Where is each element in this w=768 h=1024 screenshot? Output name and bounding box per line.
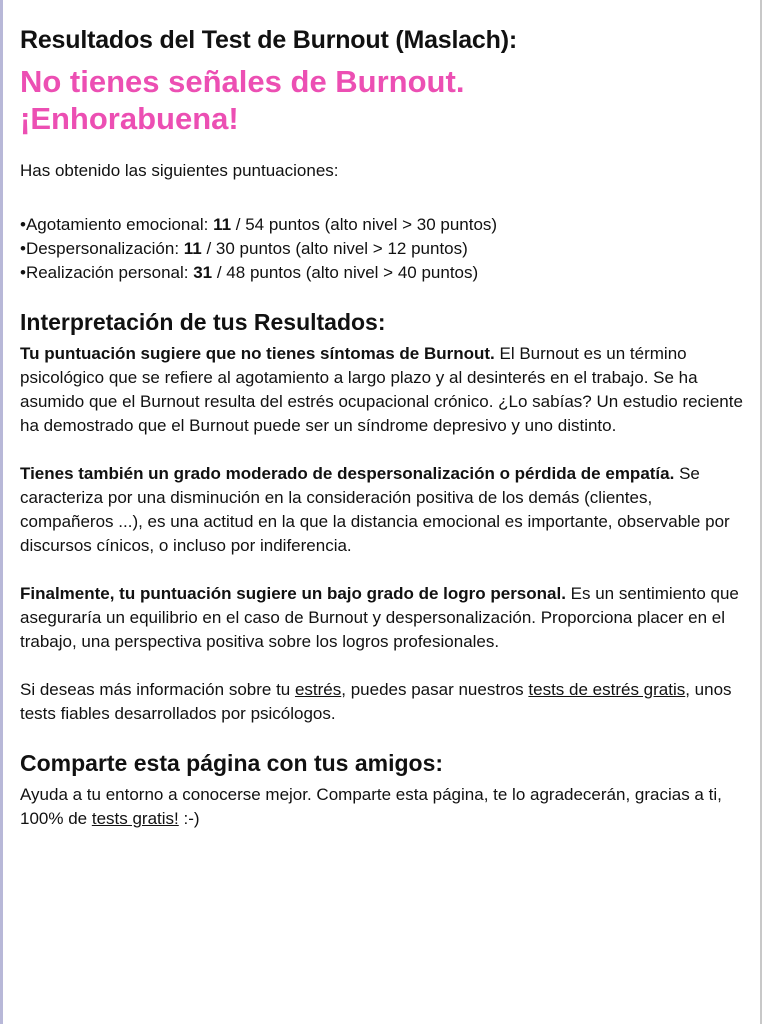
paragraph-body: Es un sentimiento que aseguraría un equilibrio en el caso de Burnout y despersonalización. Proporciona placer en el trabajo, una perspectiva positiva sobre los logros profesionales. (20, 584, 739, 651)
more-info-text: , unos tests fiables desarrollados por psicólogos. (20, 680, 732, 723)
results-content (20, 26, 750, 831)
interpretation-heading: Interpretación de tus Resultados: (20, 309, 386, 335)
interpretation-paragraph-logro (20, 582, 750, 654)
score-range: / 48 puntos (alto nivel > 40 puntos) (212, 263, 479, 282)
share-heading: Comparte esta página con tus amigos: (20, 750, 444, 776)
score-label: Agotamiento emocional: (25, 215, 214, 234)
scores-list (20, 213, 750, 285)
interpretation-paragraph-burnout (20, 342, 750, 438)
right-border (760, 0, 762, 1024)
more-info-text: Si deseas más información sobre tu (20, 680, 295, 699)
score-label: Despersonalización: (25, 239, 184, 258)
share-paragraph (20, 783, 750, 831)
free-tests-link[interactable]: tests gratis! (91, 809, 179, 828)
score-value: 31 (193, 263, 213, 282)
score-value: 11 (213, 215, 232, 234)
score-item-agotamiento (20, 213, 750, 237)
score-item-despersonalizacion (20, 237, 750, 261)
stress-tests-link[interactable]: tests de estrés gratis (528, 680, 686, 699)
score-item-realizacion (20, 261, 750, 285)
score-range: / 30 puntos (alto nivel > 12 puntos) (201, 239, 468, 258)
score-range: / 54 puntos (alto nivel > 30 puntos) (231, 215, 498, 234)
paragraph-lead: Tu puntuación sugiere que no tienes síntomas de Burnout. (20, 344, 495, 363)
more-info-text: , puedes pasar nuestros (341, 680, 529, 699)
interpretation-paragraph-despersonalizacion (20, 462, 750, 558)
score-label: Realización personal: (25, 263, 194, 282)
page-title: Resultados del Test de Burnout (Maslach): (20, 26, 517, 54)
result-headline (20, 63, 750, 137)
share-text: Ayuda a tu entorno a conocerse mejor. Comparte esta página, te lo agradecerán, gracias a ti, 100% de (20, 785, 722, 828)
scores-intro: Has obtenido las siguientes puntuaciones: (20, 161, 339, 180)
paragraph-body: Se caracteriza por una disminución en la consideración positiva de los demás (clientes, compañeros ...), es una actitud en la que la distancia emocional es importante, observable por discursos cínicos, o incluso por indiferencia. (20, 464, 730, 555)
share-text: :-) (178, 809, 200, 828)
more-info-paragraph (20, 678, 750, 726)
left-border (0, 0, 3, 1024)
result-headline-line1: No tienes señales de Burnout. (20, 64, 465, 99)
score-value: 11 (183, 239, 202, 258)
paragraph-lead: Tienes también un grado moderado de despersonalización o pérdida de empatía. (20, 464, 675, 483)
paragraph-lead: Finalmente, tu puntuación sugiere un bajo grado de logro personal. (20, 584, 566, 603)
estres-link[interactable]: estrés (294, 680, 342, 699)
paragraph-body: El Burnout es un término psicológico que se refiere al agotamiento a largo plazo y al desinterés en el trabajo. Se ha asumido que el Burnout resulta del estrés ocupacional crónico. ¿Lo sabías? Un estudio reciente ha demostrado que el Burnout puede ser un síndrome depresivo y uno distinto. (20, 344, 743, 435)
result-headline-line2: ¡Enhorabuena! (20, 101, 239, 136)
